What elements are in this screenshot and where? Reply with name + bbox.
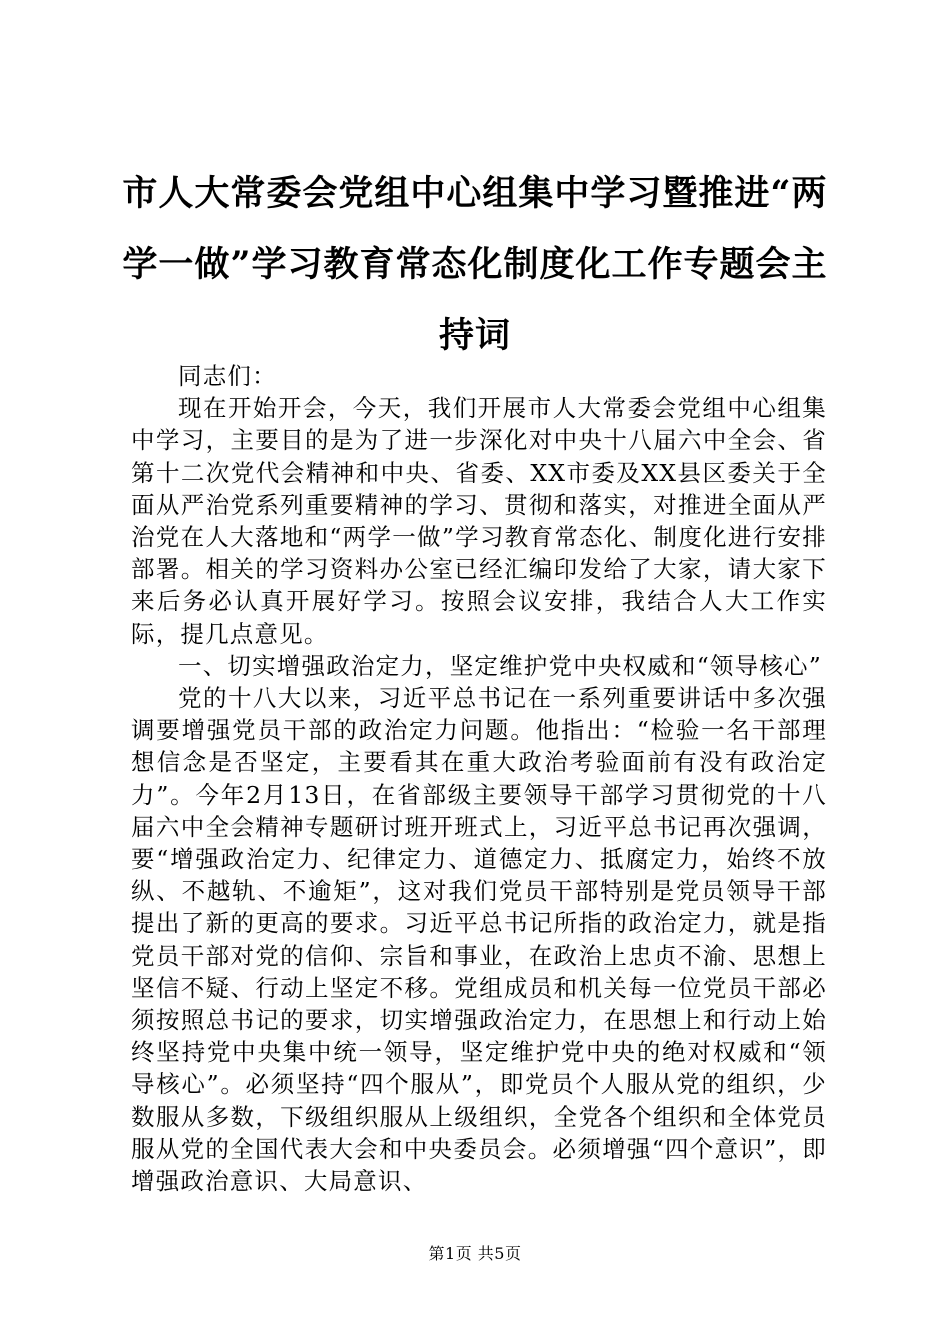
salutation: 同志们： — [178, 362, 277, 390]
page-number-footer: 第1页 共5页 — [428, 1244, 522, 1263]
paragraph-section-1: 党的十八大以来，习近平总书记在一系列重要讲话中多次强调要增强党员干部的政治定力问题。他指出：“检验一名干部理想信念是否坚定，主要看其在重大政治考验面前有没有政治定力”。今年2月13日，在省部级主要领导干部学习贯彻党的十八届六中全会精神专题研讨班开班式上，习近平总书记再次强调，要“增强政治定力、纪律定力、道德定力、抵腐定力，始终不放纵、不越轨、不逾矩”，这对我们党员干部特别是党员领导干部提出了新的更高的要求。习近平总书记所指的政治定力，就是指党员干部对党的信仰、宗旨和事业，在政治上忠贞不渝、思想上坚信不疑、行动上坚定不移。党组成员和机关每一位党员干部必须按照总书记的要求，切实增强政治定力，在思想上和行动上始终坚持党中央集中统一领导，坚定维护党中央的绝对权威和“领导核心”。必须坚持“四个服从”，即党员个人服从党的组织，少数服从多数，下级组织服从上级组织，全党各个组织和全体党员服从党的全国代表大会和中央委员会。必须增强“四个意识”，即增强政治意识、大局意识、 — [131, 684, 827, 1196]
document-title: 市人大常委会党组中心组集中学习暨推进“两学一做”学习教育常态化制度化工作专题会主持词 — [122, 173, 828, 356]
section-heading-1: 一、切实增强政治定力，坚定维护党中央权威和“领导核心” — [178, 651, 822, 680]
document-body — [131, 360, 827, 1197]
paragraph-opening: 现在开始开会，今天，我们开展市人大常委会党组中心组集中学习，主要目的是为了进一步深化对中央十八届六中全会、省第十二次党代会精神和中央、省委、XX市委及XX县区委关于全面从严治党系列重要精神的学习、贯彻和落实，对推进全面从严治党在人大落地和“两学一做”学习教育常态化、制度化进行安排部署。相关的学习资料办公室已经汇编印发给了大家，请大家下来后务必认真开展好学习。按照会议安排，我结合人大工作实际，提几点意见。 — [131, 394, 827, 648]
